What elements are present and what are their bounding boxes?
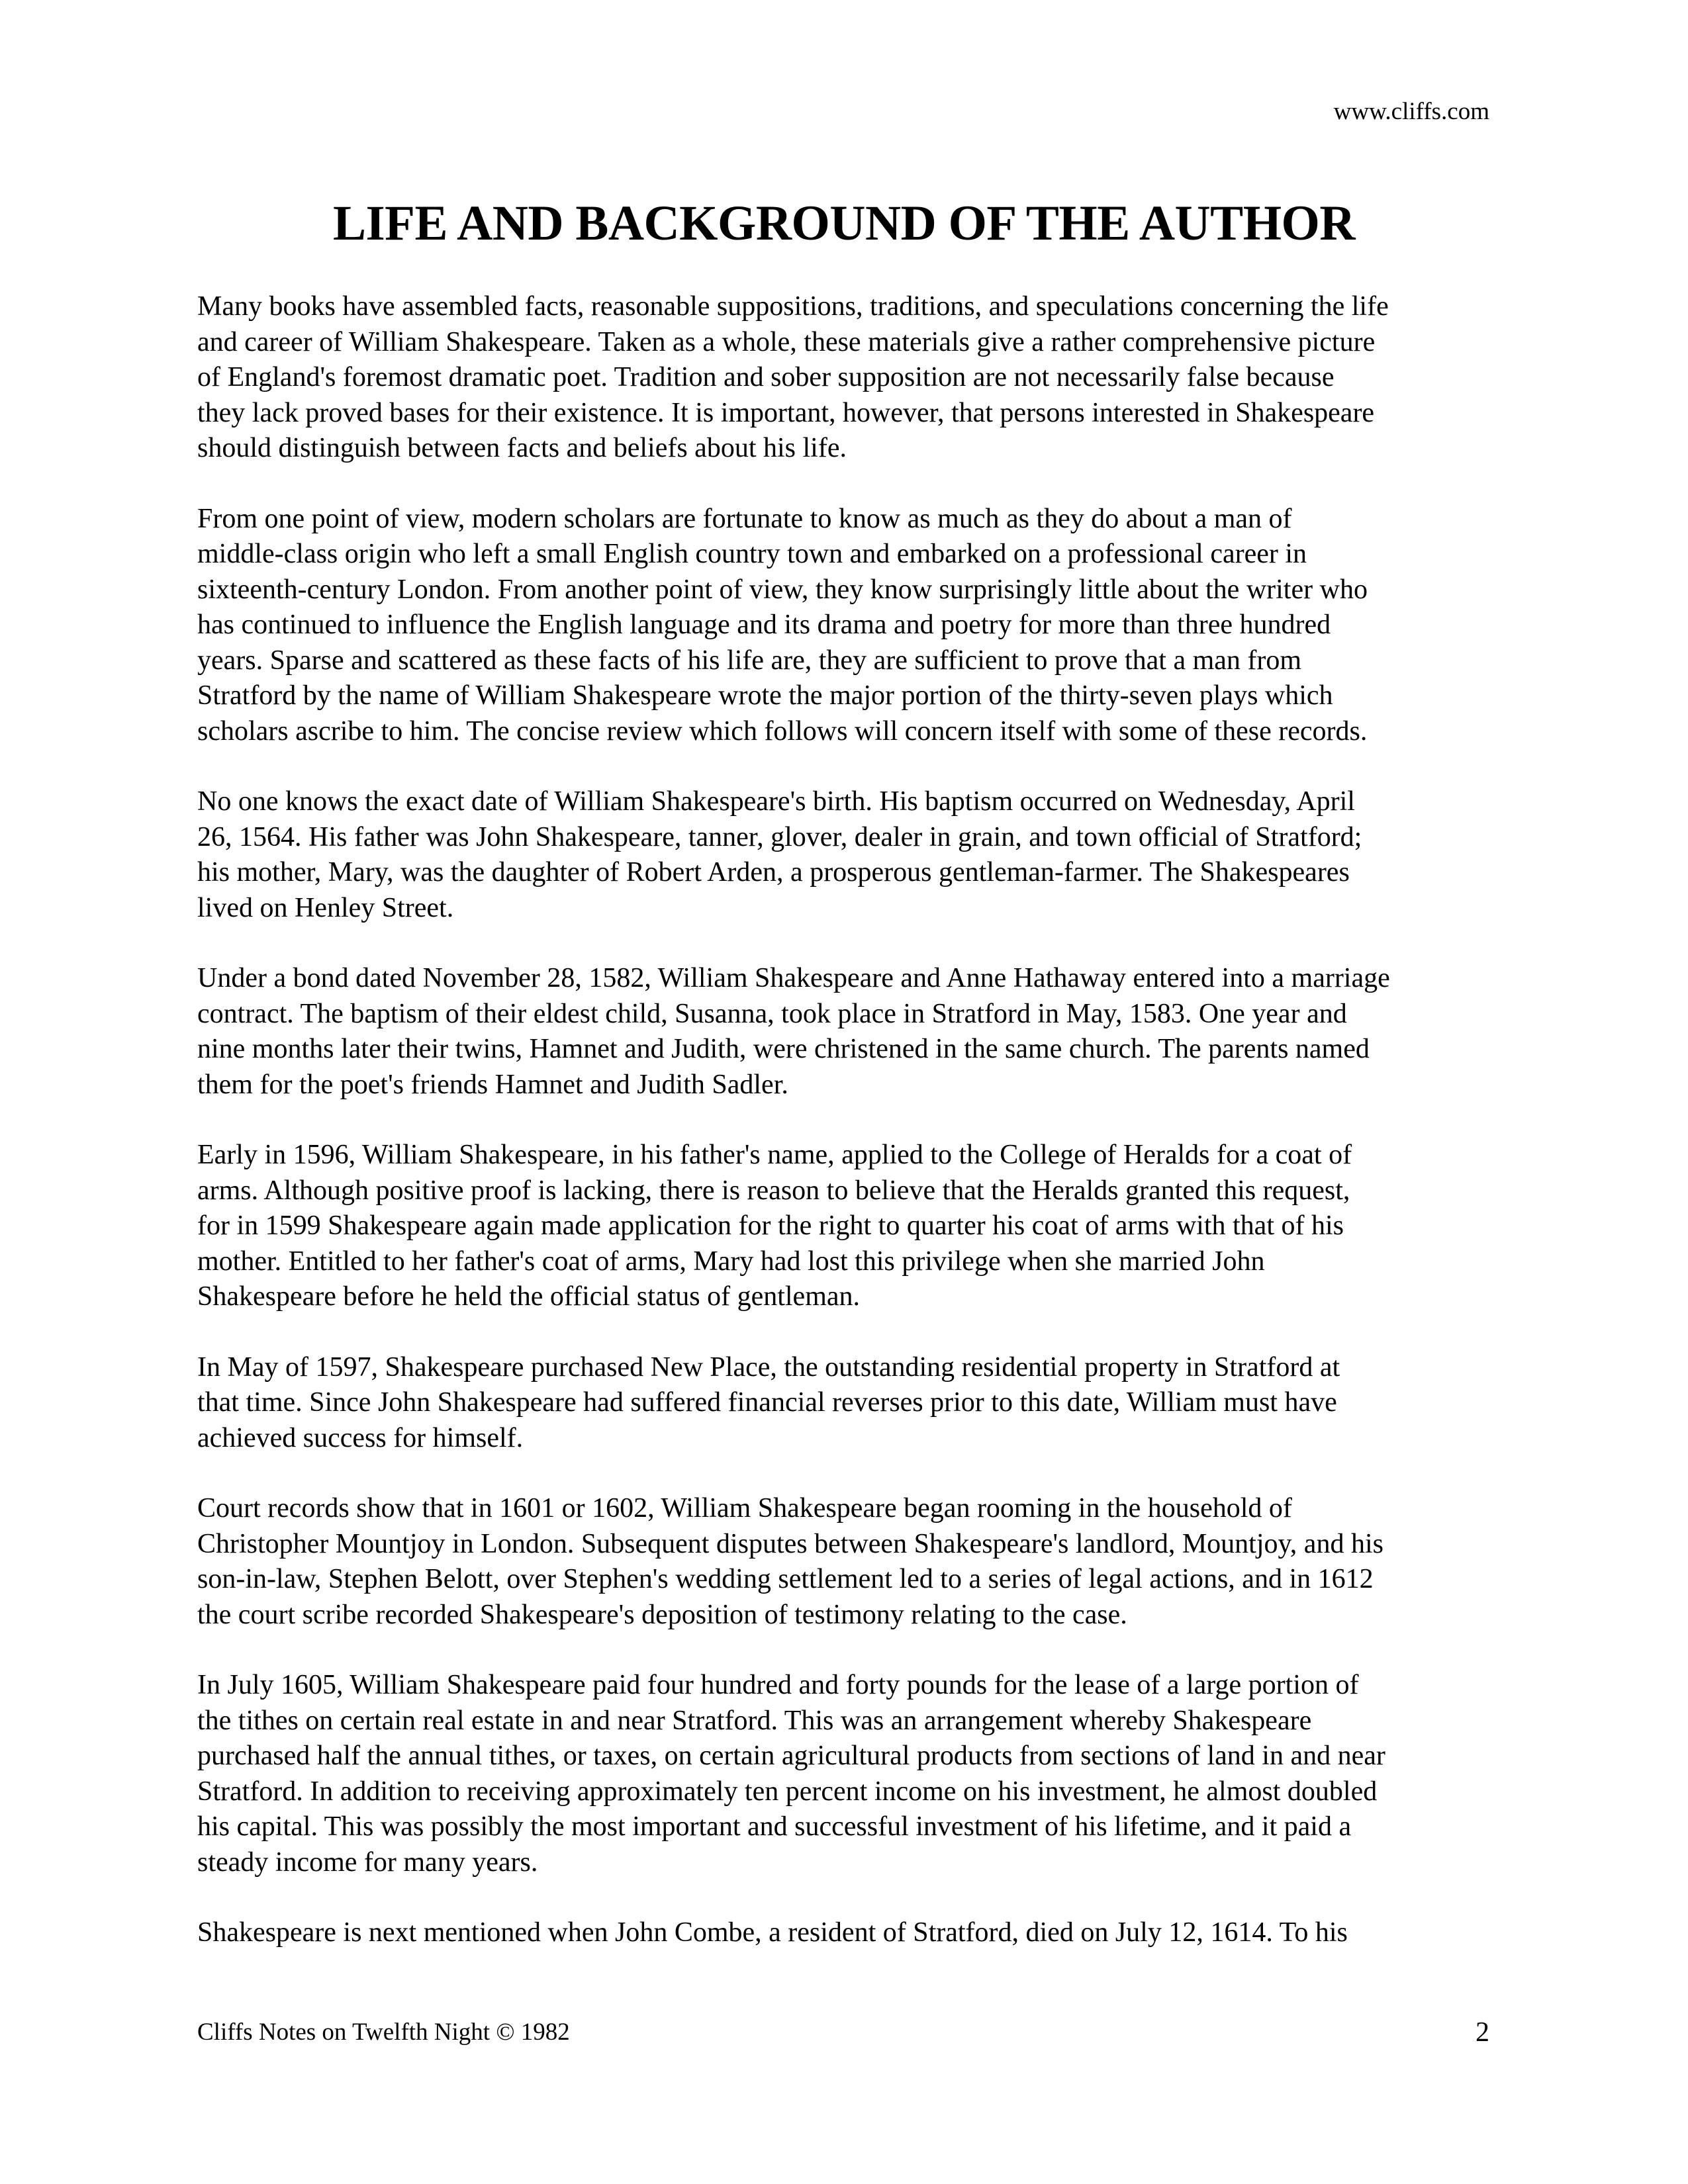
- paragraph-5: Early in 1596, William Shakespeare, in his father's name, applied to the College of Heralds for a coat of arms. Although positive proof is lacking, there is reason to believe that the Heralds granted this request, for in 1599 Shakespeare again made application for the right to quarter his coat of arms with that of his mother. Entitled to her father's coat of arms, Mary had lost this privilege when she married John Shakespeare before he held the official status of gentleman.: [197, 1140, 1352, 1312]
- paragraph-3: No one knows the exact date of William Shakespeare's birth. His baptism occurred on Wednesday, April 26, 1564. His father was John Shakespeare, tanner, glover, dealer in grain, and town official of Stratford; his mother, Mary, was the daughter of Robert Arden, a prosperous gentleman-farmer. The Shakespeares lived on Henley Street.: [197, 786, 1362, 923]
- paragraph-8: In July 1605, William Shakespeare paid four hundred and forty pounds for the lease of a large portion of the tithes on certain real estate in and near Stratford. This was an arrangement whereby Shakespeare purchased half the annual tithes, or taxes, on certain agricultural products from sections of land in and near Stratford. In addition to receiving approximately ten percent income on his investment, he almost doubled his capital. This was possibly the most important and successful investment of his lifetime, and it paid a steady income for many years.: [197, 1670, 1385, 1878]
- paragraph-4: Under a bond dated November 28, 1582, William Shakespeare and Anne Hathaway entered into a marriage contract. The baptism of their eldest child, Susanna, took place in Stratford in May, 1583. One year and nine months later their twins, Hamnet and Judith, were christened in the same church. The parents named them for the poet's friends Hamnet and Judith Sadler.: [197, 963, 1390, 1100]
- page-title: LIFE AND BACKGROUND OF THE AUTHOR: [332, 196, 1356, 251]
- paragraph-2: From one point of view, modern scholars are fortunate to know as much as they do about a man of middle-class origin who left a small English country town and embarked on a professional career in sixteenth-century London. From another point of view, they know surprisingly little about the writer who has continued to influence the English language and its drama and poetry for more than three hundred years. Sparse and scattered as these facts of his life are, they are sufficient to prove that a man from Stratford by the name of William Shakespeare wrote the major portion of the thirty-seven plays which scholars ascribe to him. The concise review which follows will concern itself with some of these records.: [197, 503, 1368, 747]
- header-url: www.cliffs.com: [1333, 98, 1489, 125]
- paragraph-6: In May of 1597, Shakespeare purchased New Place, the outstanding residential property in Stratford at that time. Since John Shakespeare had suffered financial reverses prior to this date, William must have achieved success for himself.: [197, 1351, 1340, 1453]
- body-text: [197, 289, 1498, 1986]
- paragraph-9: Shakespeare is next mentioned when John Combe, a resident of Stratford, died on July 12, 1614. To his: [197, 1917, 1348, 1948]
- paragraph-1: Many books have assembled facts, reasonable suppositions, traditions, and speculations concerning the life and career of William Shakespeare. Taken as a whole, these materials give a rather comprehensive picture of England's foremost dramatic poet. Tradition and sober supposition are not necessarily false because they lack proved bases for their existence. It is important, however, that persons interested in Shakespeare should distinguish between facts and beliefs about his life.: [197, 291, 1389, 463]
- page-number: 2: [1476, 2017, 1489, 2048]
- paragraph-7: Court records show that in 1601 or 1602, William Shakespeare began rooming in the household of Christopher Mountjoy in London. Subsequent disputes between Shakespeare's landlord, Mountjoy, and his son-in-law, Stephen Belott, over Stephen's wedding settlement led to a series of legal actions, and in 1612 the court scribe recorded Shakespeare's deposition of testimony relating to the case.: [197, 1493, 1383, 1630]
- footer-source: Cliffs Notes on Twelfth Night © 1982: [197, 2019, 570, 2046]
